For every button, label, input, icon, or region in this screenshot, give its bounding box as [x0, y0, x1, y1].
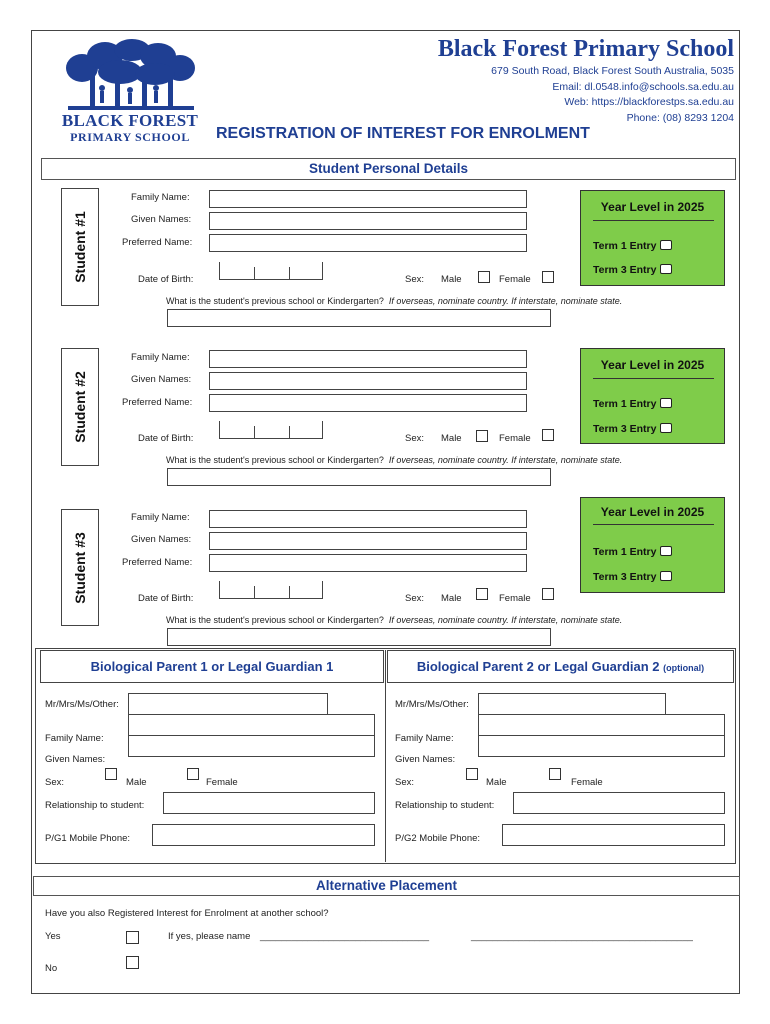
given-names-label: Given Names: [131, 214, 192, 225]
student-3-year-level-box: Year Level in 2025 Term 1 Entry Term 3 Entry [580, 497, 725, 593]
preferred-name-label: Preferred Name: [122, 237, 193, 248]
student-2-term-1-entry[interactable]: Term 1 Entry [593, 398, 672, 410]
guardian-2-title: Biological Parent 2 or Legal Guardian 2 (optional) [387, 650, 734, 683]
student-1-preferred-name-input[interactable] [209, 234, 527, 252]
guardian-1-relationship-input[interactable] [163, 792, 375, 814]
title-label: Mr/Mrs/Ms/Other: [395, 699, 469, 710]
student-3-preferred-name-input[interactable] [209, 554, 527, 572]
alternative-question: Have you also Registered Interest for Enrolment at another school? [45, 908, 329, 919]
student-2-term-3-entry[interactable]: Term 3 Entry [593, 423, 672, 435]
student-1-female-checkbox[interactable] [542, 271, 554, 283]
school-phone: Phone: (08) 8293 1204 [626, 111, 734, 124]
guardian-1-male-checkbox[interactable] [105, 768, 117, 780]
student-1-male-checkbox[interactable] [478, 271, 490, 283]
term-checkbox-icon[interactable] [660, 423, 672, 433]
sex-label: Sex: [405, 433, 425, 444]
student-2-male-checkbox[interactable] [476, 430, 488, 442]
guardian-2-family-name-input[interactable] [478, 714, 725, 736]
logo-text [60, 112, 200, 143]
term-checkbox-icon[interactable] [660, 398, 672, 408]
preferred-name-label: Preferred Name: [122, 557, 193, 568]
yes-label: Yes [45, 931, 61, 942]
guardian-2-female-checkbox[interactable] [549, 768, 561, 780]
male-label: Male [441, 433, 462, 444]
student-2-label: Student #2 [61, 348, 99, 466]
school-contact [491, 64, 734, 126]
no-label: No [45, 963, 58, 974]
student-2-female-checkbox[interactable] [542, 429, 554, 441]
guardian-1-family-name-input[interactable] [128, 714, 375, 736]
female-label: Female [499, 274, 531, 285]
prev-school-question: What is the student's previous school or Kindergarten? If overseas, nominate country. If interstate, nominate state. [166, 296, 623, 306]
male-label: Male [486, 777, 507, 788]
student-1-family-name-input[interactable] [209, 190, 527, 208]
male-label: Male [126, 777, 147, 788]
student-3-male-checkbox[interactable] [476, 588, 488, 600]
family-name-label: Family Name: [131, 192, 190, 203]
guardian-2-phone-input[interactable] [502, 824, 725, 846]
student-3-term-1-entry[interactable]: Term 1 Entry [593, 546, 672, 558]
student-2-family-name-input[interactable] [209, 350, 527, 368]
student-section-title: Student Personal Details [41, 158, 736, 180]
guardian-2-given-names-input[interactable] [478, 735, 725, 757]
term-checkbox-icon[interactable] [660, 546, 672, 556]
guardian-1-female-checkbox[interactable] [187, 768, 199, 780]
guardian-2-phone-label: P/G2 Mobile Phone: [395, 833, 481, 844]
guardian-divider [385, 650, 386, 862]
guardian-1-given-names-input[interactable] [128, 735, 375, 757]
other-school-line-1[interactable]: ________________________________ [260, 931, 430, 942]
student-3-family-name-input[interactable] [209, 510, 527, 528]
student-1-year-level-box: Year Level in 2025 Term 1 Entry Term 3 Entry [580, 190, 725, 286]
student-2-year-level-box: Year Level in 2025 Term 1 Entry Term 3 Entry [580, 348, 725, 444]
dob-label: Date of Birth: [138, 433, 194, 444]
guardian-1-phone-input[interactable] [152, 824, 375, 846]
relationship-label: Relationship to student: [45, 800, 145, 811]
student-3-term-3-entry[interactable]: Term 3 Entry [593, 571, 672, 583]
family-name-label: Family Name: [131, 512, 190, 523]
female-label: Female [571, 777, 603, 788]
school-web[interactable]: Web: https://blackforestps.sa.edu.au [564, 96, 734, 108]
no-checkbox[interactable] [126, 956, 139, 969]
student-1-term-1-entry[interactable]: Term 1 Entry [593, 240, 672, 252]
guardian-2-male-checkbox[interactable] [466, 768, 478, 780]
student-3-dob-input[interactable] [219, 581, 323, 599]
if-yes-label: If yes, please name [168, 931, 251, 942]
male-label: Male [441, 593, 462, 604]
sex-label: Sex: [45, 777, 65, 788]
student-1-given-names-input[interactable] [209, 212, 527, 230]
school-name: Black Forest Primary School [437, 36, 734, 62]
female-label: Female [499, 433, 531, 444]
family-name-label: Family Name: [131, 352, 190, 363]
given-names-label: Given Names: [45, 754, 106, 765]
student-2-prev-school-input[interactable] [167, 468, 551, 486]
student-2-preferred-name-input[interactable] [209, 394, 527, 412]
dob-label: Date of Birth: [138, 274, 194, 285]
yes-checkbox[interactable] [126, 931, 139, 944]
logo-line-1: BLACK FOREST [61, 111, 199, 130]
sex-label: Sex: [405, 274, 425, 285]
term-checkbox-icon[interactable] [660, 264, 672, 274]
female-label: Female [499, 593, 531, 604]
sex-label: Sex: [405, 593, 425, 604]
preferred-name-label: Preferred Name: [122, 397, 193, 408]
student-2-dob-input[interactable] [219, 421, 323, 439]
male-label: Male [441, 274, 462, 285]
given-names-label: Given Names: [395, 754, 456, 765]
family-name-label: Family Name: [45, 733, 104, 744]
student-1-prev-school-input[interactable] [167, 309, 551, 327]
given-names-label: Given Names: [131, 534, 192, 545]
form-title: REGISTRATION OF INTEREST FOR ENROLMENT [216, 125, 590, 142]
prev-school-question: What is the student's previous school or Kindergarten? If overseas, nominate country. If interstate, nominate state. [166, 455, 623, 465]
school-email[interactable]: Email: dl.0548.info@schools.sa.edu.au [552, 80, 734, 93]
school-address: 679 South Road, Black Forest South Australia, 5035 [491, 65, 734, 77]
student-1-term-3-entry[interactable]: Term 3 Entry [593, 264, 672, 276]
term-checkbox-icon[interactable] [660, 571, 672, 581]
prev-school-question: What is the student's previous school or Kindergarten? If overseas, nominate country. If interstate, nominate state. [166, 615, 623, 625]
guardian-2-title-input[interactable] [478, 693, 666, 715]
given-names-label: Given Names: [131, 374, 192, 385]
relationship-label: Relationship to student: [395, 800, 495, 811]
student-1-dob-input[interactable] [219, 262, 323, 280]
guardian-1-title: Biological Parent 1 or Legal Guardian 1 [40, 650, 384, 683]
guardian-1-phone-label: P/G1 Mobile Phone: [45, 833, 131, 844]
guardian-1-title-input[interactable] [128, 693, 328, 715]
logo-line-2: PRIMARY SCHOOL [70, 130, 190, 144]
student-3-prev-school-input[interactable] [167, 628, 551, 646]
other-school-line-2[interactable]: __________________________________________ [471, 931, 693, 942]
student-2-given-names-input[interactable] [209, 372, 527, 390]
alternative-section-title: Alternative Placement [33, 876, 740, 896]
term-checkbox-icon[interactable] [660, 240, 672, 250]
dob-label: Date of Birth: [138, 593, 194, 604]
female-label: Female [206, 777, 238, 788]
family-name-label: Family Name: [395, 733, 454, 744]
student-3-female-checkbox[interactable] [542, 588, 554, 600]
sex-label: Sex: [395, 777, 415, 788]
student-3-given-names-input[interactable] [209, 532, 527, 550]
student-3-label: Student #3 [61, 509, 99, 626]
student-1-label: Student #1 [61, 188, 99, 306]
guardian-2-relationship-input[interactable] [513, 792, 725, 814]
title-label: Mr/Mrs/Ms/Other: [45, 699, 119, 710]
